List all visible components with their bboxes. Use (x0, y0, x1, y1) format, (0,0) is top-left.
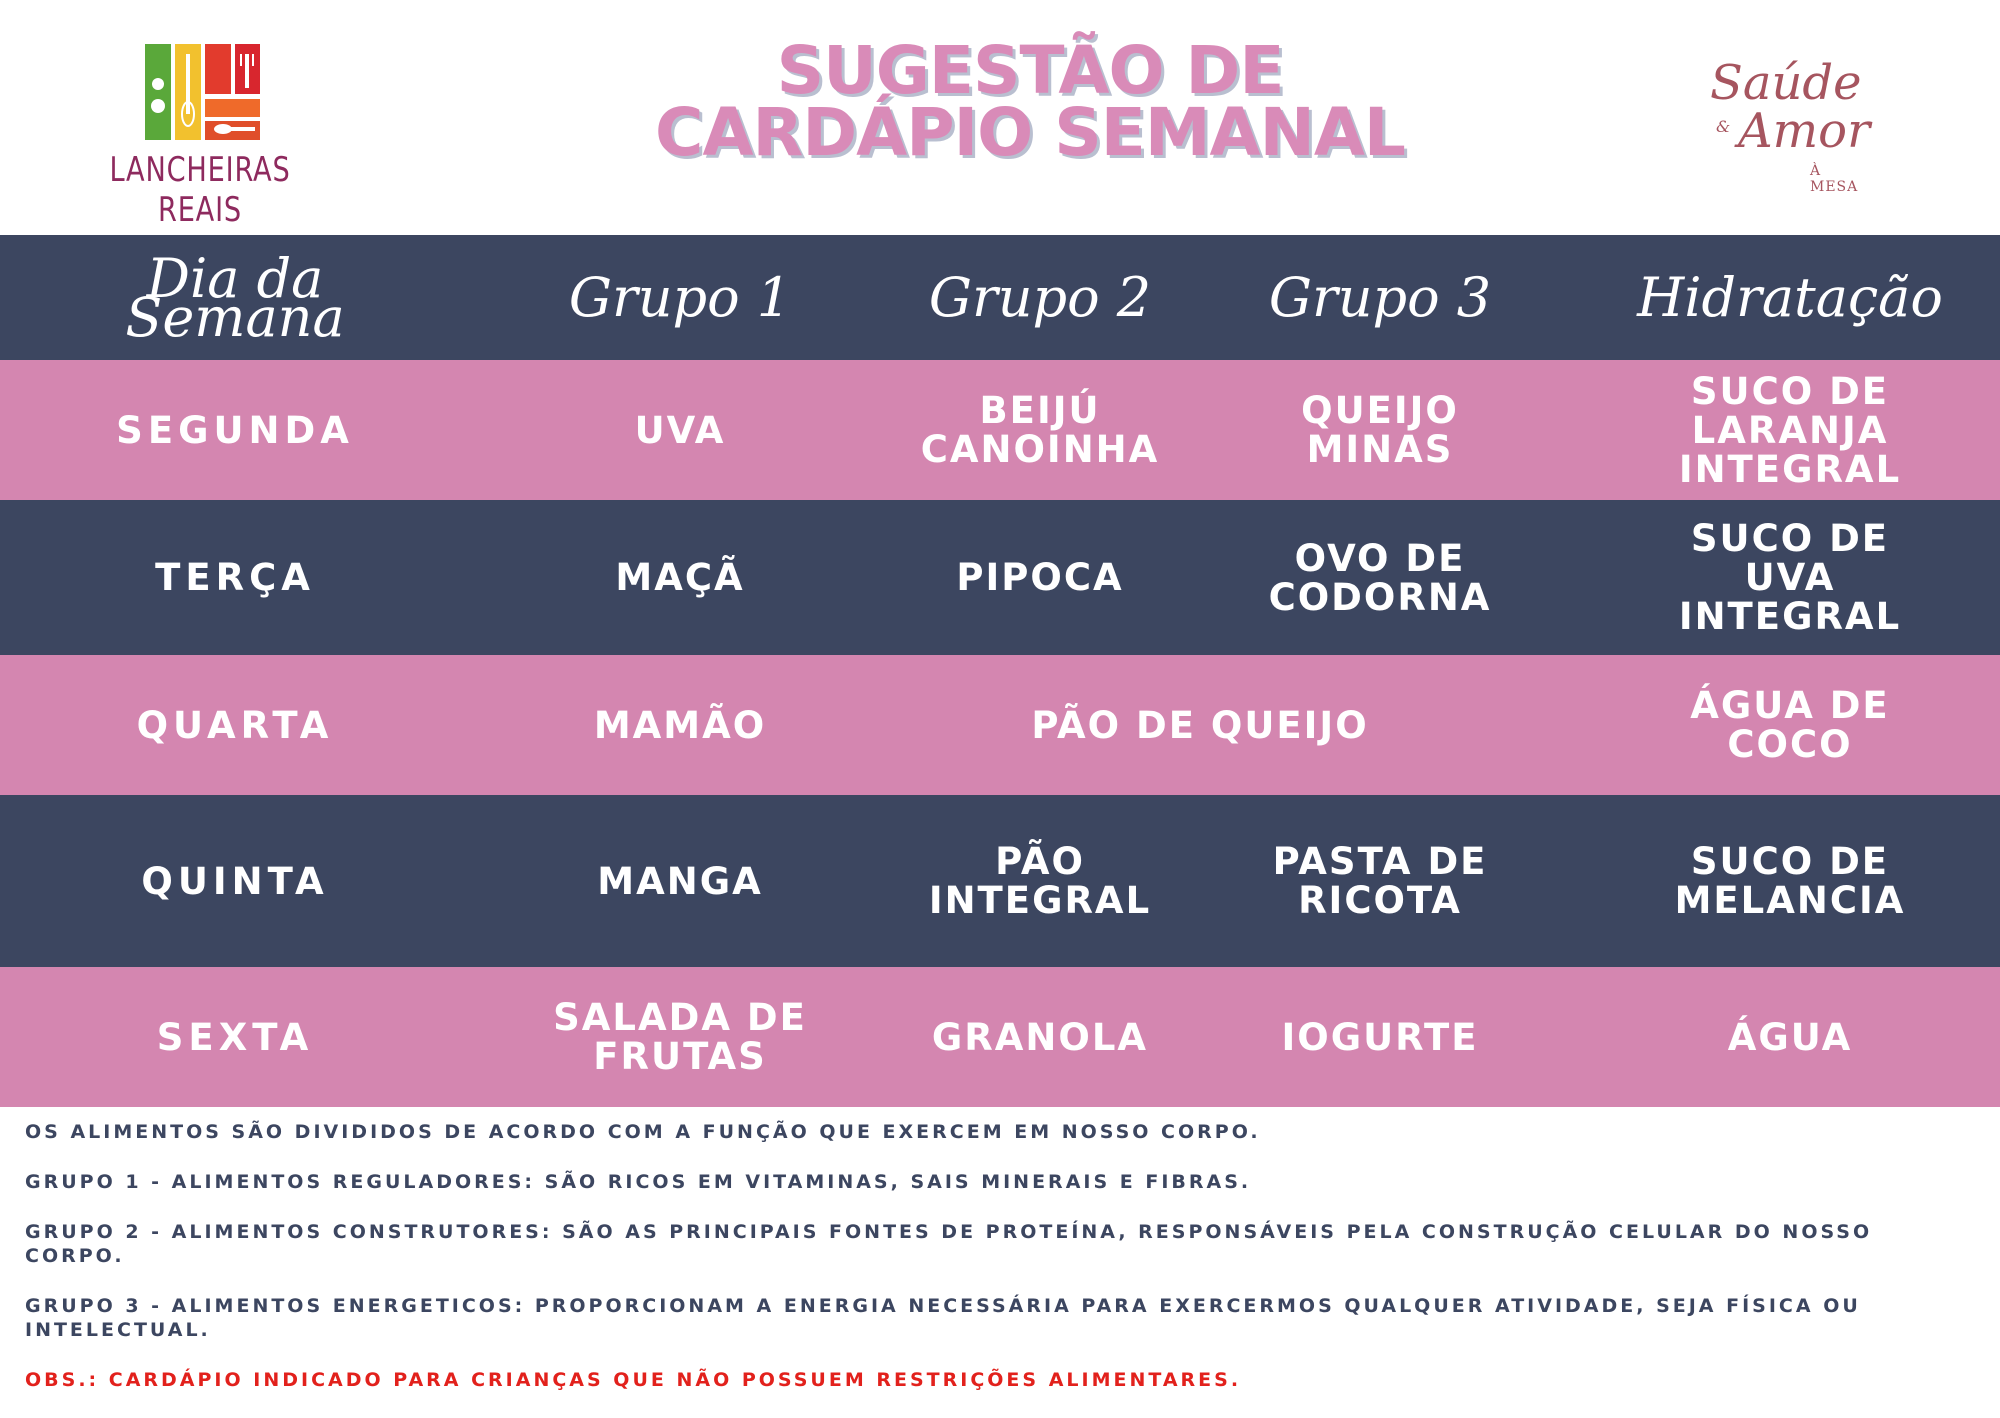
table-row (0, 795, 2000, 967)
menu-table (0, 235, 2000, 1107)
group-1-cell: MAÇÃ (615, 556, 745, 599)
day-cell: SEXTA (156, 1015, 314, 1059)
title-line-2: CARDÁPIO SEMANAL (655, 94, 1405, 171)
right-logo-line1: Saúde (1710, 55, 1862, 111)
day-cell: QUARTA (136, 703, 334, 747)
group-1-cell: MANGA (597, 859, 763, 903)
table-row (0, 360, 2000, 500)
day-cell: TERÇA (155, 556, 315, 599)
note-group-3: GRUPO 3 - ALIMENTOS ENERGETICOS: PROPORCIONAM A ENERGIA NECESSÁRIA PARA EXERCERMOS QUALQUER ATIVIDADE, SEJA FÍSICA OU INTELECTUAL. (25, 1295, 1861, 1341)
group-3-cell: OVO DE CODORNA (1268, 536, 1492, 619)
table-header-row (0, 235, 2000, 360)
title-line-1: SUGESTÃO DE (776, 32, 1284, 109)
hydration-cell: SUCO DE MELANCIA (1674, 840, 1906, 922)
group-3-cell: QUEIJO MINAS (1301, 389, 1459, 471)
group-1-cell: MAMÃO (593, 703, 767, 747)
table-row (0, 500, 2000, 655)
note-observation: OBS.: CARDÁPIO INDICADO PARA CRIANÇAS QUE NÃO POSSUEM RESTRIÇÕES ALIMENTARES. (25, 1369, 1242, 1391)
right-logo-line2: Amor (1738, 103, 1871, 159)
saude-amor-logo (1690, 55, 1870, 195)
table-row (0, 967, 2000, 1107)
day-cell: SEGUNDA (116, 408, 354, 452)
header-day: Dia da Semana (125, 246, 345, 349)
lancheiras-reais-logo (80, 40, 320, 230)
header-hydration: Hidratação (1637, 266, 1943, 329)
hydration-cell: SUCO DE LARANJA INTEGRAL (1678, 369, 1902, 491)
header-group-3: Grupo 3 (1268, 266, 1492, 329)
group-3-cell: IOGURTE (1281, 1015, 1479, 1059)
notes-section (25, 1120, 1975, 1418)
group-3-cell: PASTA DE RICOTA (1272, 840, 1488, 922)
hydration-cell: ÁGUA (1727, 1015, 1853, 1059)
left-logo-text: LANCHEIRAS REAIS (109, 150, 291, 230)
group-2-cell: BEIJÚ CANOINHA (920, 389, 1160, 471)
day-cell: QUINTA (141, 859, 329, 903)
header-group-2: Grupo 2 (928, 266, 1152, 329)
note-group-1: GRUPO 1 - ALIMENTOS REGULADORES: SÃO RICOS EM VITAMINAS, SAIS MINERAIS E FIBRAS. (25, 1171, 1252, 1193)
right-logo-line3: À MESA (1810, 163, 1859, 195)
group-1-cell: UVA (634, 408, 726, 452)
page-title (600, 32, 1460, 171)
note-intro: OS ALIMENTOS SÃO DIVIDIDOS DE ACORDO COM A FUNÇÃO QUE EXERCEM EM NOSSO CORPO. (25, 1121, 1261, 1143)
header-group-1: Grupo 1 (568, 266, 792, 329)
group-2-cell: GRANOLA (931, 1015, 1149, 1059)
table-row (0, 655, 2000, 795)
note-group-2: GRUPO 2 - ALIMENTOS CONSTRUTORES: SÃO AS PRINCIPAIS FONTES DE PROTEÍNA, RESPONSÁVEIS PELA CONSTRUÇÃO CELULAR DO NOSSO CORPO. (25, 1221, 1873, 1267)
hydration-cell: ÁGUA DE COCO (1690, 684, 1890, 766)
group-2-3-merged-cell: PÃO DE QUEIJO (1031, 703, 1369, 747)
group-2-cell: PÃO INTEGRAL (928, 840, 1152, 922)
right-logo-ampersand: & (1716, 117, 1731, 136)
header (0, 0, 2000, 235)
hydration-cell: SUCO DE UVA INTEGRAL (1678, 517, 1902, 638)
group-2-cell: PIPOCA (956, 556, 1124, 599)
group-1-cell: SALADA DE FRUTAS (553, 996, 807, 1078)
utensils-logo-icon (145, 44, 260, 140)
